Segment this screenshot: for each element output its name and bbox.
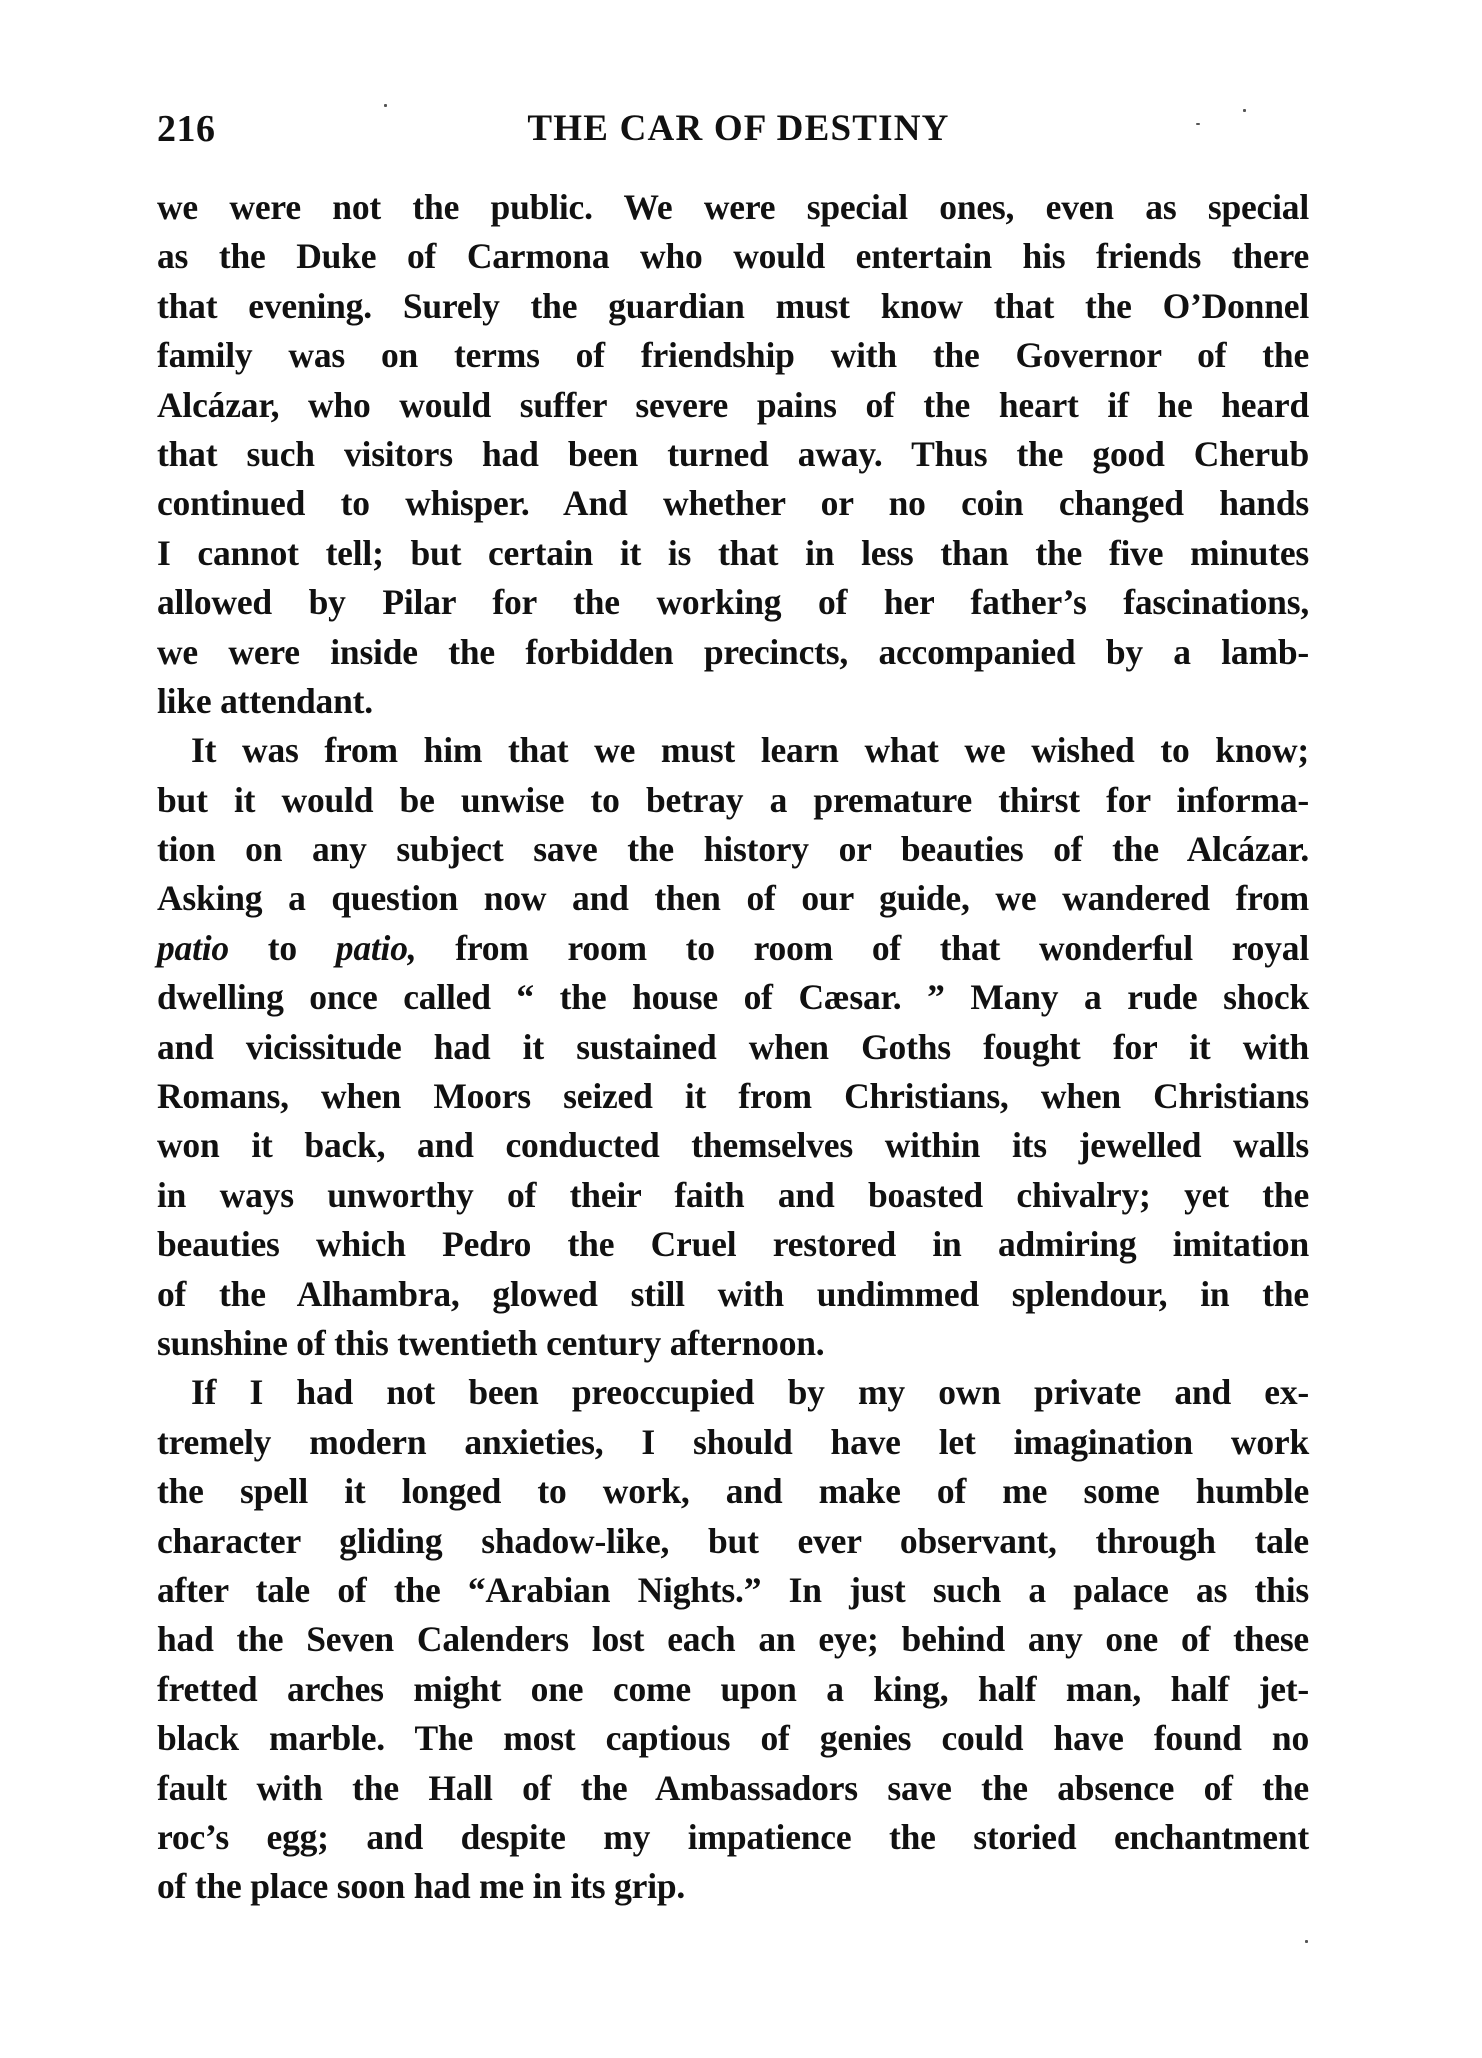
- text-line: continued to whisper. And whether or no coin changed hands: [157, 483, 1309, 524]
- text-line: fretted arches might one come upon a king, half man, half jet-: [157, 1668, 1309, 1709]
- text-line: but it would be unwise to betray a premature thirst for informa-: [157, 779, 1309, 820]
- text-line: Asking a question now and then of our guide, we wandered from: [157, 878, 1309, 919]
- scan-speck: [1243, 109, 1246, 112]
- text-line: sunshine of this twentieth century afternoon.: [157, 1322, 825, 1363]
- text-line: in ways unworthy of their faith and boasted chivalry; yet the: [157, 1174, 1309, 1215]
- text-line: of the place soon had me in its grip.: [157, 1866, 686, 1907]
- text-line: tremely modern anxieties, I should have let imagination work: [157, 1421, 1309, 1462]
- scan-speck: [384, 104, 387, 107]
- text-line: character gliding shadow-like, but ever observant, through tale: [157, 1520, 1309, 1561]
- text-line: roc’s egg; and despite my impatience the storied enchantment: [157, 1816, 1309, 1857]
- text-line: the spell it longed to work, and make of me some humble: [157, 1471, 1309, 1512]
- paragraph-3: [157, 1368, 1309, 1911]
- text-line: I cannot tell; but certain it is that in less than the five minutes: [157, 532, 1309, 573]
- text-line: we were inside the forbidden precincts, accompanied by a lamb-: [157, 631, 1309, 672]
- text-line: If I had not been preoccupied by my own private and ex-: [191, 1372, 1309, 1413]
- text-line: of the Alhambra, glowed still with undimmed splendour, in the: [157, 1273, 1309, 1314]
- text-line-with-italics: [157, 924, 1309, 973]
- text-line: beauties which Pedro the Cruel restored in admiring imitation: [157, 1224, 1309, 1265]
- text-line: dwelling once called “ the house of Cæsar. ” Many a rude shock: [157, 977, 1309, 1018]
- text-line: that evening. Surely the guardian must know that the O’Donnel: [157, 285, 1309, 326]
- italic-word: patio,: [335, 927, 417, 968]
- text-line: It was from him that we must learn what we wished to know;: [191, 730, 1309, 771]
- running-title: THE CAR OF DESTINY: [527, 108, 950, 149]
- paragraph-1: [157, 183, 1309, 726]
- text-line: after tale of the “Arabian Nights.” In just such a palace as this: [157, 1569, 1309, 1610]
- body-text: [157, 183, 1309, 1912]
- text-line: Alcázar, who would suffer severe pains of the heart if he heard: [157, 384, 1309, 425]
- text-line: allowed by Pilar for the working of her father’s fascinations,: [157, 582, 1309, 623]
- text-line: and vicissitude had it sustained when Goths fought for it with: [157, 1026, 1309, 1067]
- text-line: black marble. The most captious of genies could have found no: [157, 1718, 1309, 1759]
- text-line: fault with the Hall of the Ambassadors save the absence of the: [157, 1767, 1309, 1808]
- text-line: as the Duke of Carmona who would entertain his friends there: [157, 236, 1309, 277]
- text-line: like attendant.: [157, 680, 373, 721]
- text-line: won it back, and conducted themselves within its jewelled walls: [157, 1125, 1309, 1166]
- italic-word: patio: [157, 927, 229, 968]
- text-fragment: from room to room of that wonderful royal: [416, 927, 1309, 968]
- scan-speck: [1305, 1940, 1308, 1943]
- paragraph-2: [157, 726, 1309, 1368]
- text-line: family was on terms of friendship with the Governor of the: [157, 335, 1309, 376]
- text-line: had the Seven Calenders lost each an eye; behind any one of these: [157, 1619, 1309, 1660]
- page-number: 216: [157, 108, 216, 150]
- text-line: that such visitors had been turned away. Thus the good Cherub: [157, 433, 1309, 474]
- running-head: [157, 104, 1309, 154]
- text-line: tion on any subject save the history or beauties of the Alcázar.: [157, 829, 1309, 870]
- text-fragment: to: [228, 927, 336, 968]
- text-line: we were not the public. We were special ones, even as special: [157, 187, 1309, 227]
- text-line: Romans, when Moors seized it from Christians, when Christians: [157, 1076, 1309, 1117]
- scan-speck: [1196, 123, 1200, 125]
